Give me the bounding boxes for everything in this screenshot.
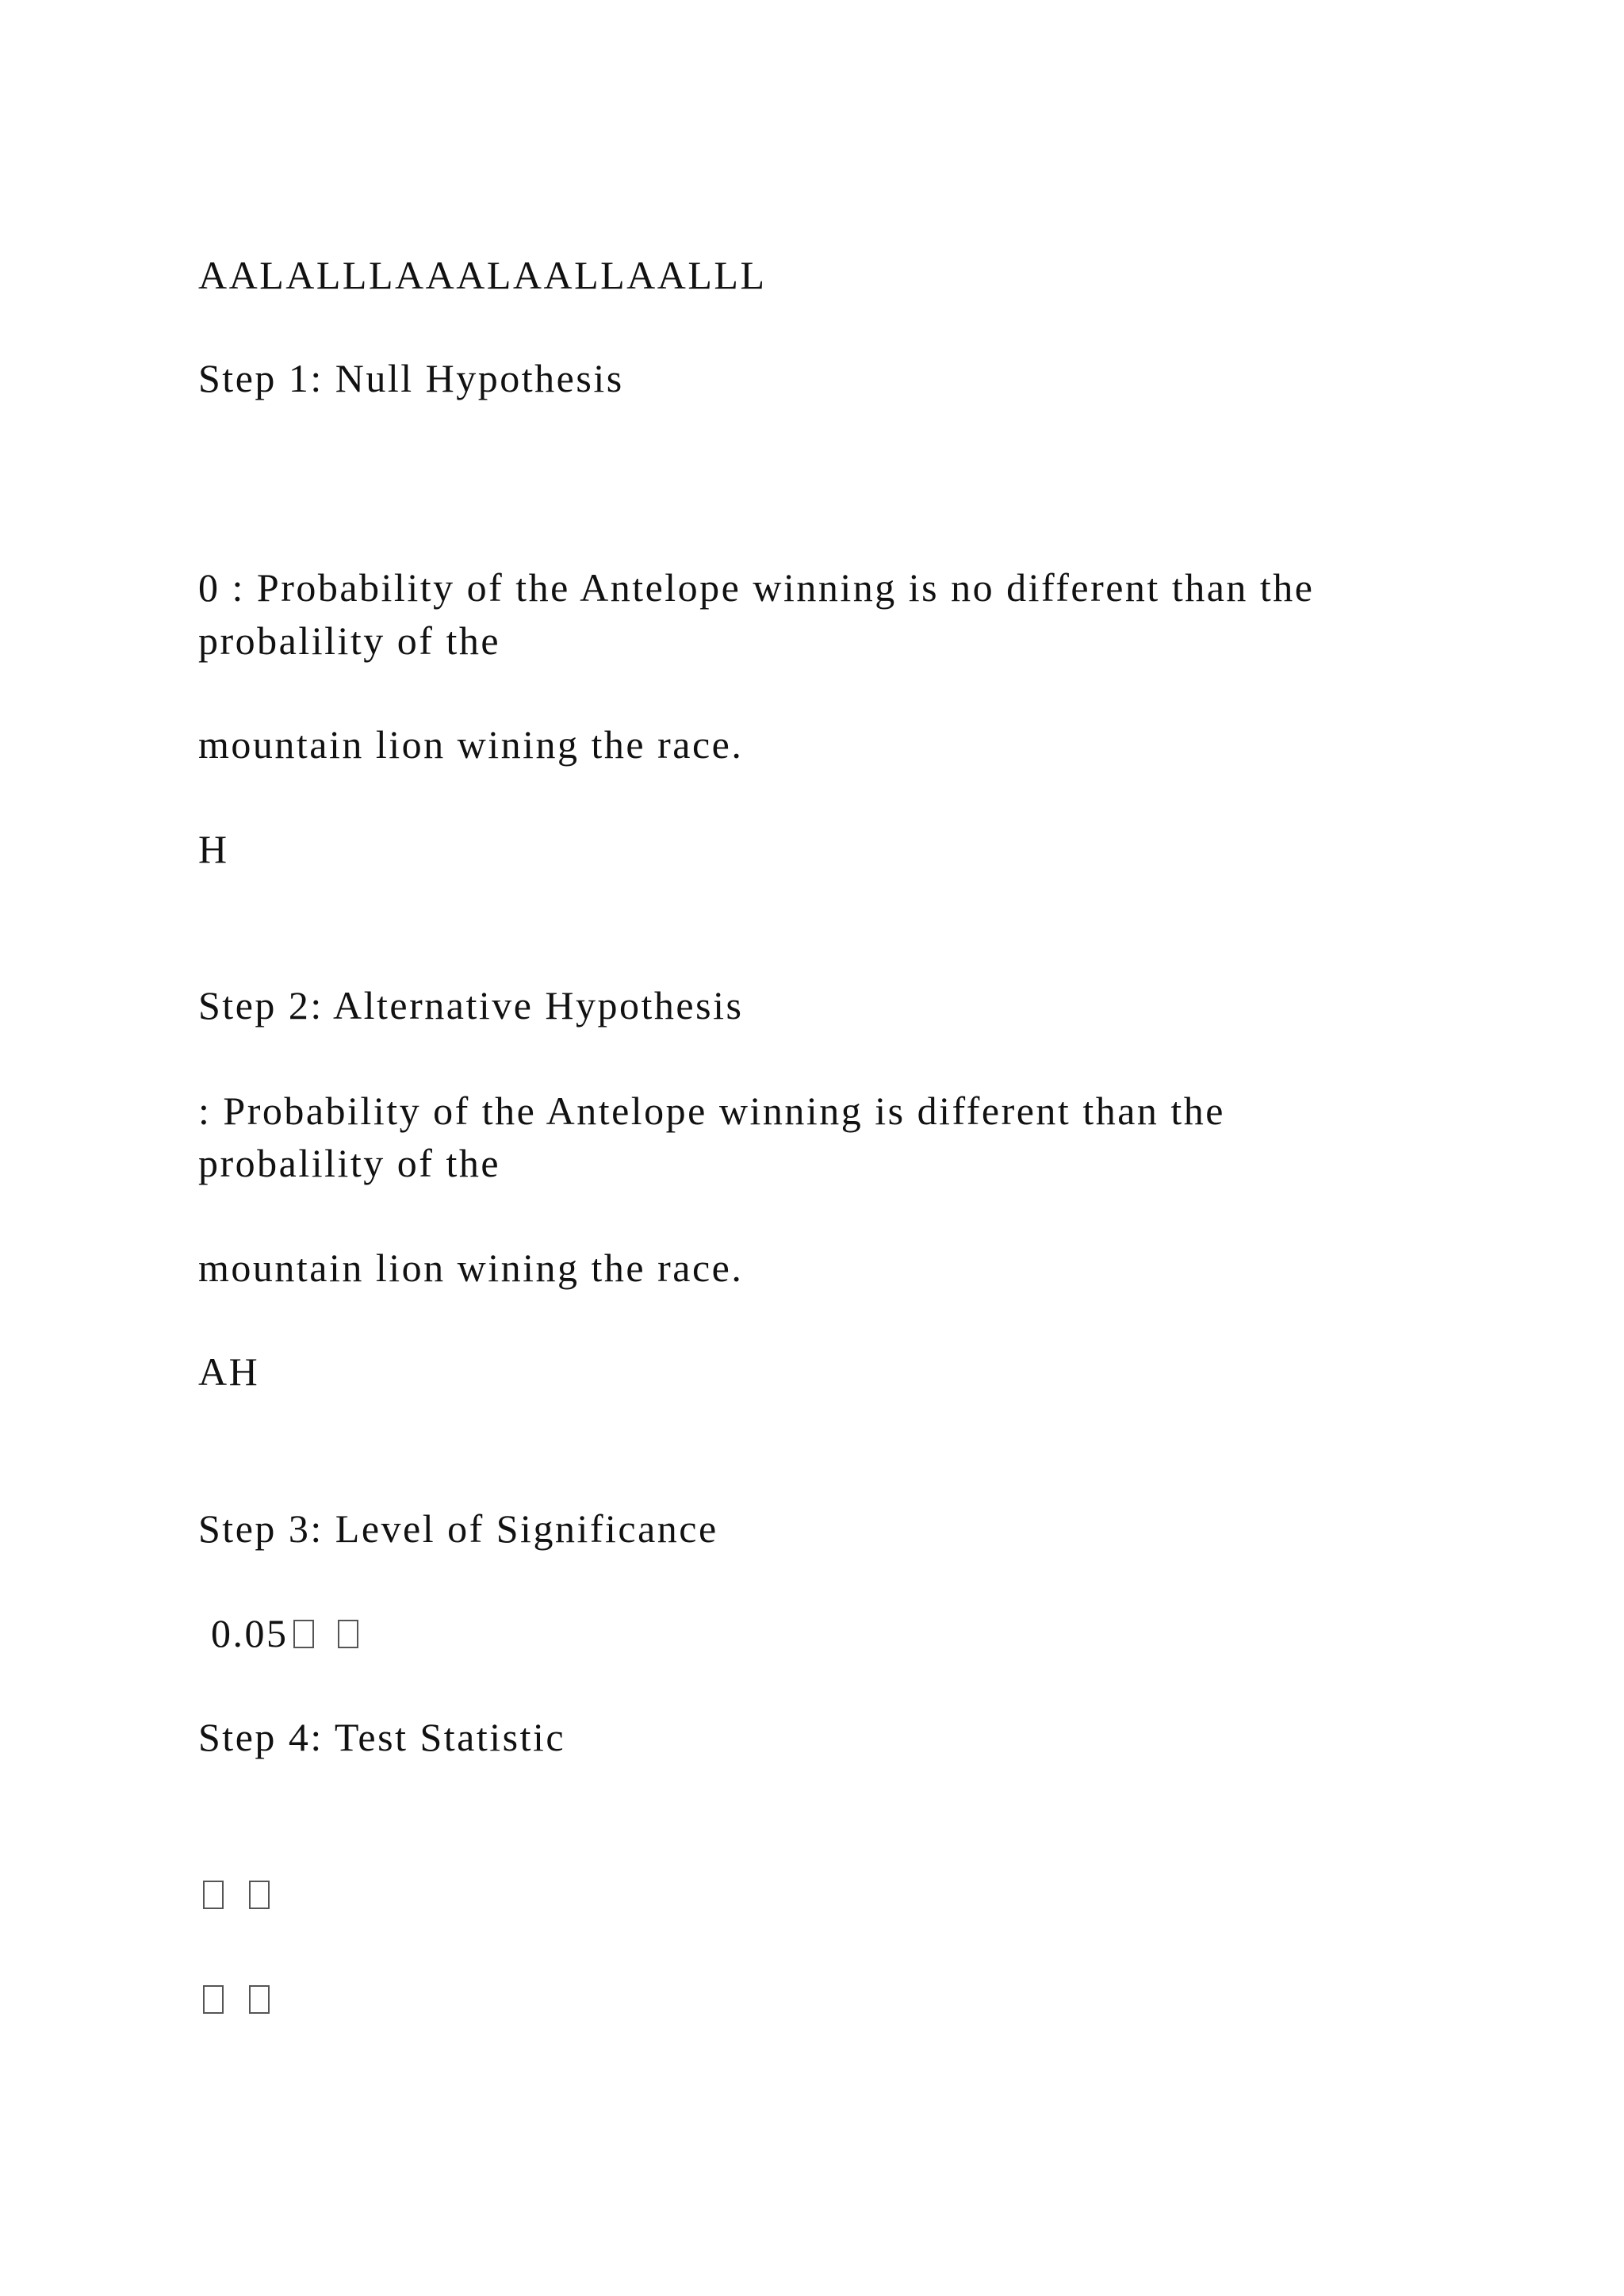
null-hypothesis-symbol: H	[198, 827, 229, 871]
missing-glyph-icon	[203, 1985, 224, 2014]
race-sequence: AALALLLAAALAALLAALLL	[198, 253, 767, 297]
missing-glyph-icon	[293, 1620, 314, 1648]
step4-heading: Step 4: Test Statistic	[198, 1715, 566, 1759]
significance-level	[211, 1613, 363, 1653]
missing-glyph-icon	[338, 1620, 358, 1648]
missing-glyph-icon	[249, 1985, 270, 2014]
null-hypothesis-line2: probalility of the	[198, 618, 501, 663]
alt-hypothesis-line1: : Probability of the Antelope winning is different than the	[198, 1089, 1225, 1133]
missing-glyph-icon	[203, 1881, 224, 1909]
alt-hypothesis-line2: probalility of the	[198, 1141, 501, 1185]
formula-placeholder-row2	[203, 1979, 295, 2019]
null-hypothesis-line1: 0 : Probability of the Antelope winning is no different than the	[198, 565, 1315, 610]
alpha-value: 0.05	[211, 1611, 289, 1655]
null-hypothesis-line3: mountain lion wining the race.	[198, 722, 744, 767]
missing-glyph-icon	[249, 1881, 270, 1909]
alt-hypothesis-line3: mountain lion wining the race.	[198, 1246, 744, 1290]
step1-heading: Step 1: Null Hypothesis	[198, 356, 624, 400]
formula-placeholder-row1	[203, 1874, 295, 1914]
alt-hypothesis-symbol: AH	[198, 1349, 260, 1394]
step3-heading: Step 3: Level of Significance	[198, 1506, 718, 1551]
step2-heading: Step 2: Alternative Hypothesis	[198, 983, 744, 1027]
